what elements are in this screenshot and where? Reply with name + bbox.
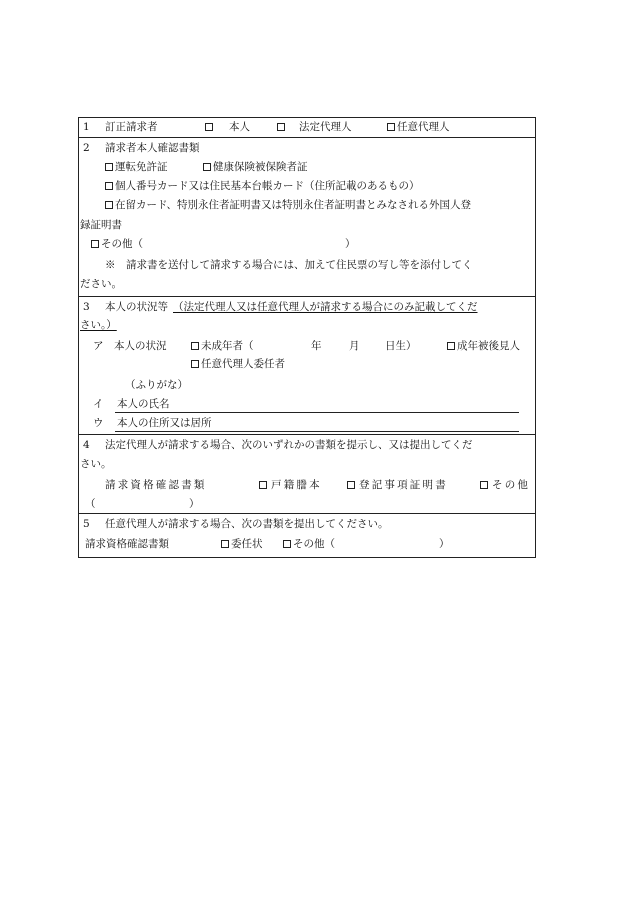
other-document-checkbox[interactable] [91, 240, 99, 248]
other-document-close: ） [345, 238, 356, 250]
other-document-open: （ [85, 498, 96, 510]
eligibility-document-label: 請求資格確認書類 [85, 538, 169, 550]
driver-license-checkbox[interactable] [105, 163, 113, 171]
driver-license-label: 運転免許証 [115, 161, 168, 173]
other-document-label: その他 [492, 479, 531, 491]
section-person-status [79, 296, 535, 434]
section-number: 5 [83, 518, 90, 530]
person-address-label: 本人の住所又は居所 [117, 417, 212, 429]
agent-delegator-label: 任意代理人委任者 [201, 358, 285, 370]
section-title: 請求者本人確認書類 [105, 142, 200, 154]
other-document-checkbox[interactable] [480, 481, 488, 489]
my-number-card-checkbox[interactable] [105, 182, 113, 190]
agent-delegator-checkbox[interactable] [191, 360, 199, 368]
registry-certificate-label: 登記事項証明書 [359, 479, 448, 491]
person-status-label: ア 本人の状況 [93, 340, 167, 352]
section-legal-representative-documents [79, 434, 535, 513]
residence-card-label-line1: 在留カード、特別永住者証明書又は特別永住者証明書とみなされる外国人登 [115, 199, 472, 211]
section-identity-documents [79, 137, 535, 296]
birth-month-label: 月 [349, 340, 360, 352]
section-title-note-line2: さい。） [80, 319, 117, 331]
minor-checkbox[interactable] [191, 342, 199, 350]
person-name-label: 本人の氏名 [117, 398, 170, 410]
person-address-line[interactable] [115, 431, 519, 432]
section-title-note-line1: （法定代理人又は任意代理人が請求する場合にのみ記載してくだ [173, 301, 478, 313]
person-name-line[interactable] [115, 412, 519, 413]
address-item-mark: ウ [93, 417, 104, 429]
legal-representative-label: 法定代理人 [299, 121, 352, 133]
health-insurance-checkbox[interactable] [203, 163, 211, 171]
section-title-line2: さい。 [80, 458, 112, 470]
health-insurance-label: 健康保険被保険者証 [213, 161, 308, 173]
residence-card-label-line2: 録証明書 [80, 219, 122, 231]
power-of-attorney-checkbox[interactable] [221, 540, 229, 548]
birth-year-label: 年 [311, 340, 322, 352]
voluntary-agent-checkbox[interactable] [387, 123, 395, 131]
adult-guardian-checkbox[interactable] [447, 342, 455, 350]
eligibility-document-label: 請求資格確認書類 [105, 479, 207, 491]
other-document-label: その他（ [101, 238, 143, 250]
registry-certificate-checkbox[interactable] [347, 481, 355, 489]
power-of-attorney-label: 委任状 [231, 538, 263, 550]
family-register-label: 戸籍謄本 [271, 479, 322, 491]
section-number: 2 [83, 142, 90, 154]
section-number: 1 [83, 121, 90, 133]
section-requester [79, 118, 535, 137]
section-title: 訂正請求者 [105, 121, 158, 133]
legal-representative-checkbox[interactable] [277, 123, 285, 131]
other-document-close: ） [439, 538, 450, 550]
self-checkbox[interactable] [205, 123, 213, 131]
mail-note-line2: ださい。 [80, 278, 122, 290]
residence-card-checkbox[interactable] [105, 201, 113, 209]
my-number-card-label: 個人番号カード又は住民基本台帳カード（住所記載のあるもの） [115, 180, 420, 192]
minor-label: 未成年者（ [201, 340, 254, 352]
mail-note-line1: ※ 請求書を送付して請求する場合には、加えて住民票の写し等を添付してく [105, 259, 473, 271]
other-document-label: その他（ [293, 538, 335, 550]
section-number: 3 [83, 301, 90, 313]
section-title-line1: 法定代理人が請求する場合、次のいずれかの書類を提示し、又は提出してくだ [105, 439, 473, 451]
family-register-checkbox[interactable] [259, 481, 267, 489]
section-title: 任意代理人が請求する場合、次の書類を提出してください。 [105, 518, 389, 530]
other-document-checkbox[interactable] [283, 540, 291, 548]
other-document-close: ） [189, 498, 200, 510]
section-title: 本人の状況等 [105, 301, 168, 313]
disclosure-correction-form [78, 117, 536, 558]
voluntary-agent-label: 任意代理人 [397, 121, 450, 133]
furigana-label: （ふりがな） [125, 379, 188, 391]
adult-guardian-label: 成年被後見人 [457, 340, 520, 352]
section-voluntary-agent-documents [79, 513, 535, 557]
name-item-mark: イ [93, 398, 104, 410]
birth-day-label: 日生） [385, 340, 417, 352]
self-label: 本人 [229, 121, 250, 133]
section-number: 4 [83, 439, 90, 451]
